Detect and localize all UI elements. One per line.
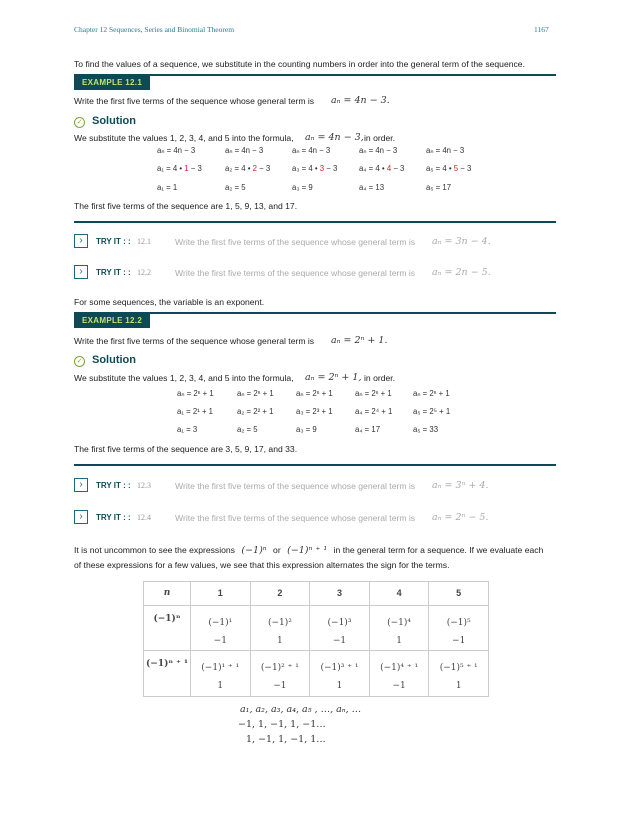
ex2-r2-c3: a₃ = 2³ + 1 — [296, 407, 333, 416]
try-label: TRY IT : : — [96, 513, 131, 522]
ex1-r1-c4: aₙ = 4n − 3 — [359, 146, 398, 155]
table-header-1: 1 — [191, 582, 251, 606]
solution-heading: Solution — [92, 354, 136, 366]
ex2-r3-c5: a₅ = 33 — [413, 425, 439, 434]
example-result: The first five terms of the sequence are 1, 5, 9, 13, and 17. — [74, 201, 298, 211]
try-label: TRY IT : : — [96, 481, 131, 490]
ex2-r3-c4: a₄ = 17 — [355, 425, 381, 434]
sequence-line-1: −1, 1, −1, 1, −1… — [238, 719, 326, 730]
table-header-n: n — [144, 582, 191, 606]
example-formula: aₙ = 2ⁿ + 1. — [331, 335, 388, 346]
table-cell: (−1)⁴ 1 — [369, 606, 429, 651]
try-formula: aₙ = 3ⁿ + 4. — [432, 480, 489, 491]
table-cell: (−1)⁴ ⁺ ¹ −1 — [369, 651, 429, 697]
table-cell: (−1)³ ⁺ ¹ 1 — [310, 651, 370, 697]
try-label: TRY IT : : — [96, 268, 131, 277]
substitute-text: We substitute the values 1, 2, 3, 4, and 5 into the formula, — [74, 133, 294, 143]
try-expand-icon[interactable]: › — [74, 265, 88, 279]
example-tag: EXAMPLE 12.1 — [74, 76, 150, 90]
substitute-formula: aₙ = 4n − 3, — [305, 132, 364, 143]
try-number: 12.2 — [137, 268, 151, 277]
ex1-r2-c2: a₂ = 4 • 2 − 3 — [225, 164, 271, 173]
example-prompt: Write the first five terms of the sequence whose general term is — [74, 336, 315, 346]
ex2-r1-c2: aₙ = 2ⁿ + 1 — [237, 389, 274, 398]
try-text: Write the first five terms of the sequence whose general term is — [175, 481, 416, 491]
ex2-r1-c5: aₙ = 2ⁿ + 1 — [413, 389, 450, 398]
ex2-r1-c3: aₙ = 2ⁿ + 1 — [296, 389, 333, 398]
ex2-r2-c4: a₄ = 2⁴ + 1 — [355, 407, 393, 416]
sequence-line-2: 1, −1, 1, −1, 1… — [246, 734, 326, 745]
table-header-5: 5 — [429, 582, 489, 606]
ex2-r3-c1: a₁ = 3 — [177, 425, 198, 434]
try-formula: aₙ = 3n − 4. — [432, 236, 491, 247]
example-formula: aₙ = 4n − 3. — [331, 95, 390, 106]
ex1-r1-c1: aₙ = 4n − 3 — [157, 146, 196, 155]
ex2-r1-c4: aₙ = 2ⁿ + 1 — [355, 389, 392, 398]
ex2-r1-c1: aₙ = 2ⁿ + 1 — [177, 389, 214, 398]
table-row-label: (−1)ⁿ — [144, 606, 191, 651]
ex1-r3-c3: a₃ = 9 — [292, 183, 313, 192]
ex1-r3-c2: a₂ = 5 — [225, 183, 246, 192]
table-cell: (−1)⁵ ⁺ ¹ 1 — [429, 651, 489, 697]
try-number: 12.4 — [137, 513, 151, 522]
table-cell: (−1)¹ −1 — [191, 606, 251, 651]
table-cell: (−1)⁵ −1 — [429, 606, 489, 651]
try-label: TRY IT : : — [96, 237, 131, 246]
ex1-r3-c4: a₄ = 13 — [359, 183, 385, 192]
ex1-r1-c5: aₙ = 4n − 3 — [426, 146, 465, 155]
try-formula: aₙ = 2ⁿ − 5. — [432, 512, 489, 523]
ex2-r3-c3: a₃ = 9 — [296, 425, 317, 434]
ex1-r2-c4: a₄ = 4 • 4 − 3 — [359, 164, 405, 173]
table-cell: (−1)³ −1 — [310, 606, 370, 651]
ex1-r2-c1: a₁ = 4 • 1 − 3 — [157, 164, 202, 173]
intro-text: To find the values of a sequence, we substitute in the counting numbers in order into the general term of the sequence. — [74, 59, 525, 69]
table-cell: (−1)² ⁺ ¹ −1 — [250, 651, 310, 697]
table-cell: (−1)¹ ⁺ ¹ 1 — [191, 651, 251, 697]
substitute-text: We substitute the values 1, 2, 3, 4, and 5 into the formula, — [74, 373, 294, 383]
ex1-r1-c2: aₙ = 4n − 3 — [225, 146, 264, 155]
ex1-r2-c5: a₅ = 4 • 5 − 3 — [426, 164, 472, 173]
try-expand-icon[interactable]: › — [74, 234, 88, 248]
try-text: Write the first five terms of the sequence whose general term is — [175, 268, 416, 278]
check-circle-icon: ✓ — [74, 117, 85, 128]
substitute-formula: aₙ = 2ⁿ + 1, — [305, 372, 362, 383]
try-rule — [74, 464, 556, 466]
table-cell: (−1)² 1 — [250, 606, 310, 651]
check-circle-icon: ✓ — [74, 356, 85, 367]
try-rule — [74, 221, 556, 223]
chapter-header: Chapter 12 Sequences, Series and Binomial Theorem — [74, 25, 235, 34]
example-prompt: Write the first five terms of the sequence whose general term is — [74, 96, 315, 106]
try-expand-icon[interactable]: › — [74, 478, 88, 492]
page-number: 1167 — [534, 25, 549, 34]
para-line2: of these expressions for a few values, we see that this expression alternates the sign for the terms. — [74, 560, 450, 570]
ex1-r1-c3: aₙ = 4n − 3 — [292, 146, 331, 155]
solution-heading: Solution — [92, 115, 136, 127]
ex2-r2-c2: a₂ = 2² + 1 — [237, 407, 274, 416]
try-formula: aₙ = 2n − 5. — [432, 267, 491, 278]
table-header-4: 4 — [369, 582, 429, 606]
ex1-r3-c5: a₅ = 17 — [426, 183, 452, 192]
example-result: The first five terms of the sequence are 3, 5, 9, 17, and 33. — [74, 444, 298, 454]
try-text: Write the first five terms of the sequence whose general term is — [175, 513, 416, 523]
try-number: 12.3 — [137, 481, 151, 490]
example-tag: EXAMPLE 12.2 — [74, 314, 150, 328]
try-text: Write the first five terms of the sequence whose general term is — [175, 237, 416, 247]
table-header-2: 2 — [250, 582, 310, 606]
mid-text: For some sequences, the variable is an exponent. — [74, 297, 265, 307]
try-expand-icon[interactable]: › — [74, 510, 88, 524]
ex1-r3-c1: a₁ = 1 — [157, 183, 178, 192]
para-line1: It is not uncommon to see the expressions (−1)ⁿ or (−1)ⁿ ⁺ ¹ in the general term for a sequence. If we evaluate each — [74, 545, 544, 556]
table-header-3: 3 — [310, 582, 370, 606]
try-number: 12.1 — [137, 237, 151, 246]
substitute-tail: in order. — [364, 133, 396, 143]
ex2-r3-c2: a₂ = 5 — [237, 425, 258, 434]
substitute-tail: in order. — [364, 373, 396, 383]
sign-table — [143, 581, 489, 697]
table-row-label: (−1)ⁿ ⁺ ¹ — [144, 651, 191, 697]
ex1-r2-c3: a₃ = 4 • 3 − 3 — [292, 164, 338, 173]
ex2-r2-c5: a₅ = 2⁵ + 1 — [413, 407, 451, 416]
ex2-r2-c1: a₁ = 2¹ + 1 — [177, 407, 214, 416]
sequence-terms: a₁, a₂, a₃, a₄, a₅ , …, aₙ, … — [240, 704, 362, 715]
